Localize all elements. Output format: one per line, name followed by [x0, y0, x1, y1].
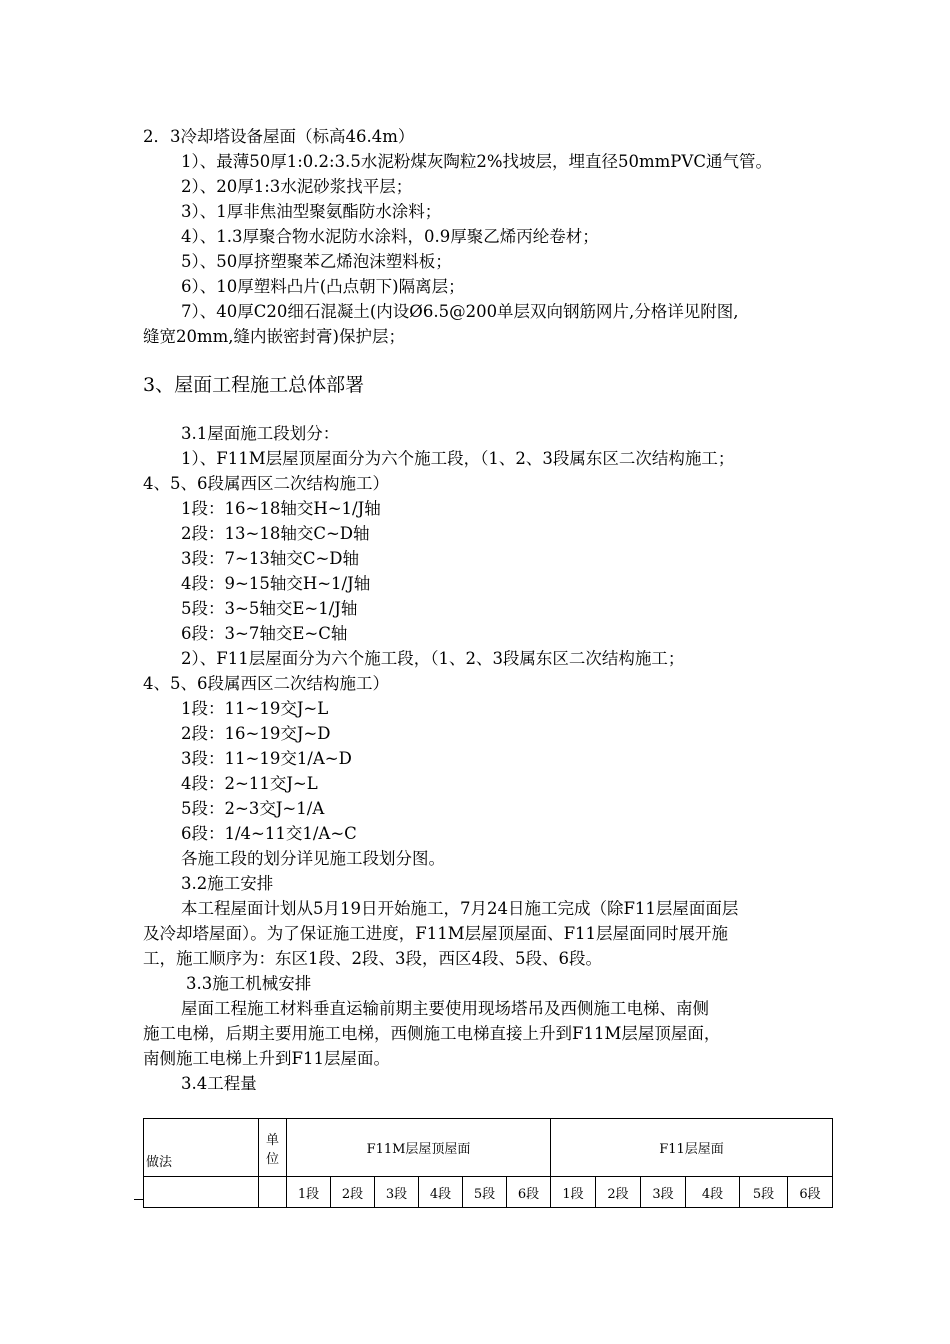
- paragraph-line: 及冷却塔屋面）。为了保证施工进度，F11M层屋顶屋面、F11层屋面同时展开施: [143, 924, 729, 943]
- list-item-continuation: 缝宽20mm,缝内嵌密封膏)保护层；: [143, 327, 405, 346]
- segment-header: 4段: [686, 1177, 740, 1208]
- segment-item: 2段：16~19交J~D: [181, 724, 331, 743]
- quantity-table: [143, 1118, 833, 1208]
- list-item: 3）、1厚非焦油型聚氨酯防水涂料；: [181, 202, 442, 221]
- paragraph-line: 2）、F11层屋面分为六个施工段，（1、2、3段属东区二次结构施工；: [181, 649, 685, 668]
- segment-item: 5段：3~5轴交E~1/J轴: [181, 599, 358, 618]
- segment-header: 2段: [331, 1177, 375, 1208]
- segment-item: 5段：2~3交J~1/A: [181, 799, 325, 818]
- paragraph-line: 南侧施工电梯上升到F11层屋面。: [143, 1049, 390, 1068]
- segment-header: 4段: [419, 1177, 463, 1208]
- header-unit-line-2: 位: [265, 1151, 279, 1167]
- section-3-heading: 3、屋面工程施工总体部署: [143, 374, 365, 396]
- table-subheader-row: [144, 1177, 833, 1208]
- segment-header: 6段: [788, 1177, 833, 1208]
- paragraph-line: 施工电梯，后期主要用施工电梯，西侧施工电梯直接上升到F11M层屋顶屋面，: [143, 1024, 721, 1043]
- paragraph-line: 本工程屋面计划从5月19日开始施工，7月24日施工完成（除F11层屋面面层: [181, 899, 739, 918]
- segment-header: 5段: [463, 1177, 507, 1208]
- list-item: 6）、10厚塑料凸片(凸点朝下)隔离层；: [181, 277, 465, 296]
- list-item: 4）、1.3厚聚合物水泥防水涂料，0.9厚聚乙烯丙纶卷材；: [181, 227, 599, 246]
- segment-header: 2段: [596, 1177, 641, 1208]
- segment-note: 各施工段的划分详见施工段划分图。: [181, 849, 445, 868]
- subsection-3-2-title: 3.2施工安排: [181, 874, 274, 893]
- segment-header: 3段: [375, 1177, 419, 1208]
- segment-item: 4段：2~11交J~L: [181, 774, 318, 793]
- segment-item: 1段：16~18轴交H~1/J轴: [181, 499, 381, 518]
- table-cell: [259, 1177, 287, 1208]
- header-unit-line-1: 单: [265, 1132, 279, 1148]
- segment-header: 1段: [551, 1177, 596, 1208]
- list-item: 5）、50厚挤塑聚苯乙烯泡沫塑料板；: [181, 252, 452, 271]
- segment-item: 2段：13~18轴交C~D轴: [181, 524, 370, 543]
- segment-item: 3段：11~19交1/A~D: [181, 749, 352, 768]
- paragraph-line: 4、5、6段属西区二次结构施工）: [143, 474, 389, 493]
- paragraph-line: 1）、F11M层屋顶屋面分为六个施工段，（1、2、3段属东区二次结构施工；: [181, 449, 735, 468]
- header-group-f11: F11层屋面: [551, 1119, 833, 1177]
- header-group-f11m: F11M层屋顶屋面: [287, 1119, 551, 1177]
- segment-item: 6段：3~7轴交E~C轴: [181, 624, 348, 643]
- table-border-stub: [134, 1199, 144, 1200]
- header-unit: [259, 1119, 287, 1177]
- paragraph-line: 工，施工顺序为：东区1段、2段、3段，西区4段、5段、6段。: [143, 949, 602, 968]
- list-item: 2）、20厚1:3水泥砂浆找平层；: [181, 177, 413, 196]
- subsection-3-4-title: 3.4工程量: [181, 1074, 257, 1093]
- section-2-3-title: 2．3冷却塔设备屋面（标高46.4m）: [143, 127, 415, 146]
- segment-header: 3段: [641, 1177, 686, 1208]
- segment-item: 3段：7~13轴交C~D轴: [181, 549, 359, 568]
- segment-item: 4段：9~15轴交H~1/J轴: [181, 574, 371, 593]
- segment-header: 1段: [287, 1177, 331, 1208]
- list-item: 1）、最薄50厚1:0.2:3.5水泥粉煤灰陶粒2%找坡层，埋直径50mmPVC通气管。: [181, 152, 772, 171]
- segment-header: 5段: [740, 1177, 788, 1208]
- header-method: 做法: [144, 1119, 259, 1177]
- table-header-row: [144, 1119, 833, 1177]
- list-item: 7）、40厚C20细石混凝土(内设Ø6.5@200单层双向钢筋网片,分格详见附图,: [181, 302, 739, 321]
- subsection-3-1-title: 3.1屋面施工段划分：: [181, 424, 340, 443]
- paragraph-line: 4、5、6段属西区二次结构施工）: [143, 674, 389, 693]
- table-cell: [144, 1177, 259, 1208]
- subsection-3-3-title: 3.3施工机械安排: [186, 974, 312, 993]
- segment-item: 1段：11~19交J~L: [181, 699, 329, 718]
- segment-item: 6段：1/4~11交1/A~C: [181, 824, 357, 843]
- segment-header: 6段: [507, 1177, 551, 1208]
- paragraph-line: 屋面工程施工材料垂直运输前期主要使用现场塔吊及西侧施工电梯、南侧: [181, 999, 709, 1018]
